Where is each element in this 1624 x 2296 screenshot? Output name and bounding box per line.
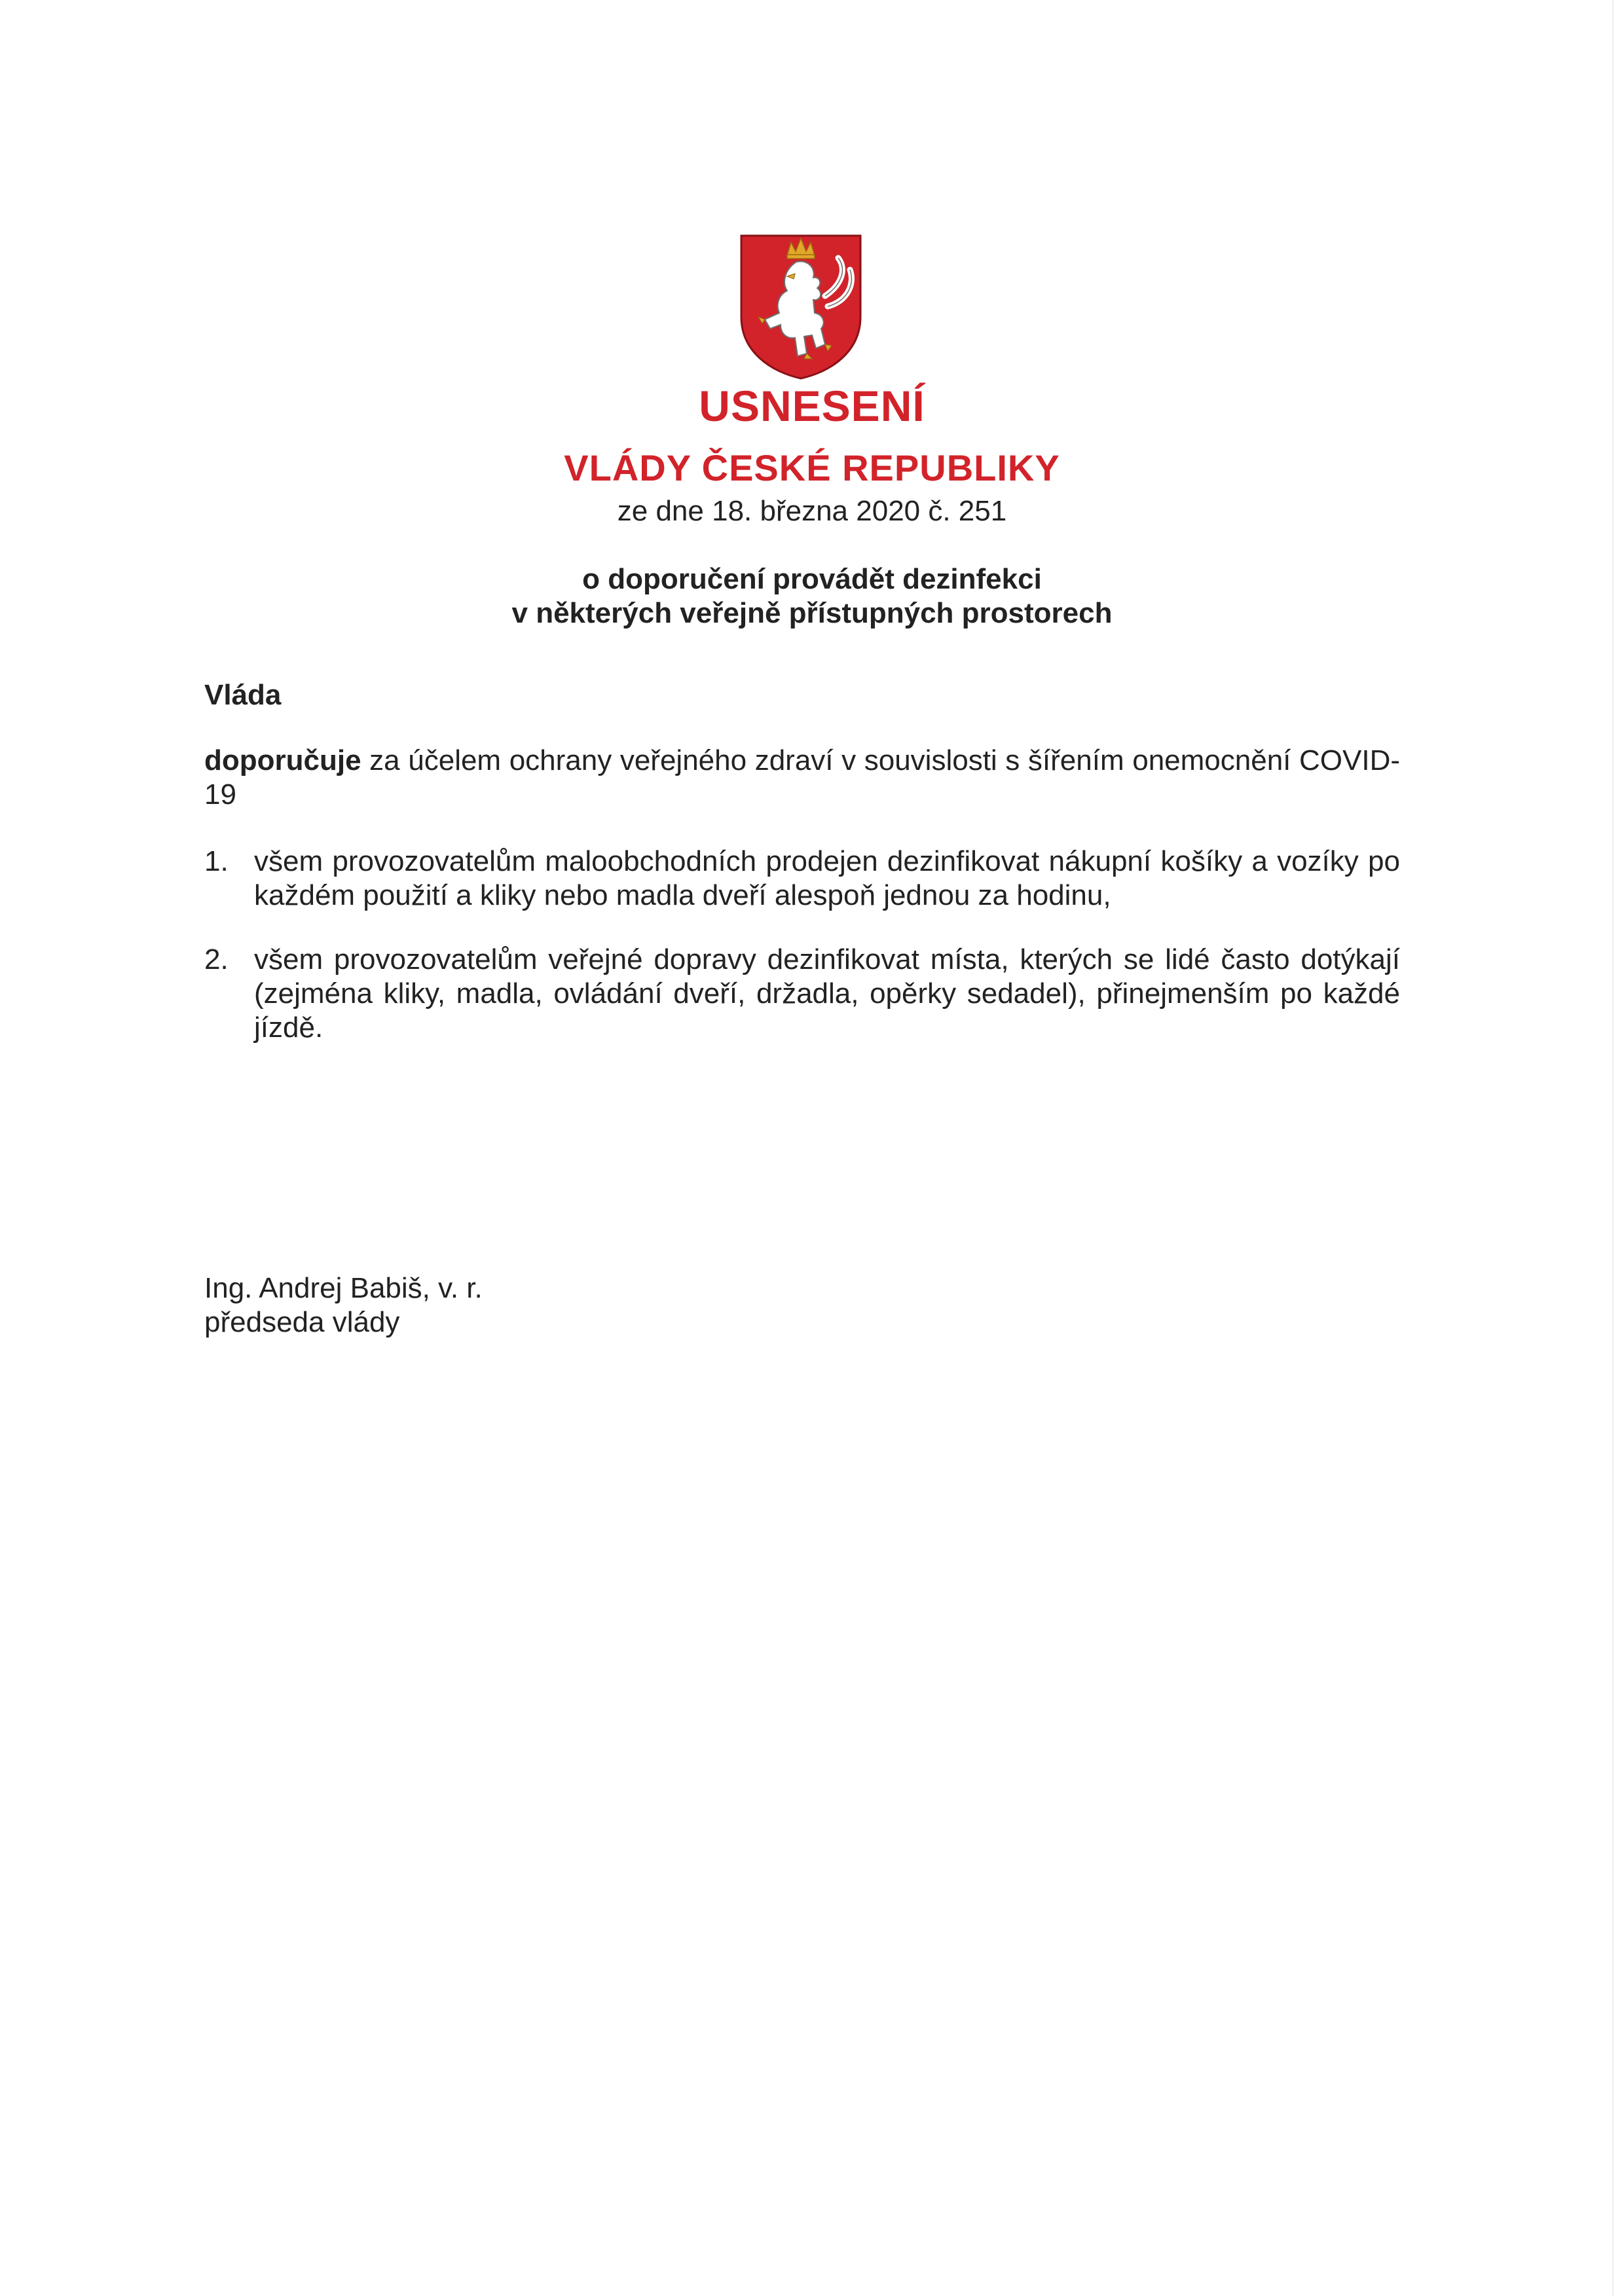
intro-text: za účelem ochrany veřejného zdraví v souvislosti s šířením onemocnění COVID-19 xyxy=(204,744,1400,811)
resolution-date-number: ze dne 18. března 2020 č. 251 xyxy=(617,495,1007,527)
document-title: USNESENÍ xyxy=(699,382,925,430)
coat-of-arms-icon xyxy=(739,233,863,381)
intro-paragraph xyxy=(204,744,1400,812)
list-item-text: všem provozovatelům veřejné dopravy dezinfikovat místa, kterých se lidé často dotýkají (zejména kliky, madla, ovládání dveří, držadla, opěrky sedadel), přinejmenším po každé jízdě. xyxy=(254,943,1400,1044)
signatory-name: Ing. Andrej Babiš, v. r. xyxy=(204,1272,483,1304)
list-item-number: 1. xyxy=(204,845,229,877)
signatory-role: předseda vlády xyxy=(204,1306,400,1338)
subject-actor: Vláda xyxy=(204,679,282,711)
list-item-text: všem provozovatelům maloobchodních prodejen dezinfikovat nákupní košíky a vozíky po každém použití a kliky nebo madla dveří alespoň jednou za hodinu, xyxy=(254,845,1400,911)
resolution-subject-line-2: v některých veřejně přístupných prostorech xyxy=(511,597,1113,629)
intro-verb: doporučuje xyxy=(204,744,361,776)
resolution-subject-line-1: o doporučení provádět dezinfekci xyxy=(582,563,1042,595)
scan-edge-line xyxy=(1612,0,1614,2296)
signature-block xyxy=(204,1271,483,1339)
list-item-number: 2. xyxy=(204,943,229,975)
issuing-authority: VLÁDY ČESKÉ REPUBLIKY xyxy=(564,447,1060,488)
